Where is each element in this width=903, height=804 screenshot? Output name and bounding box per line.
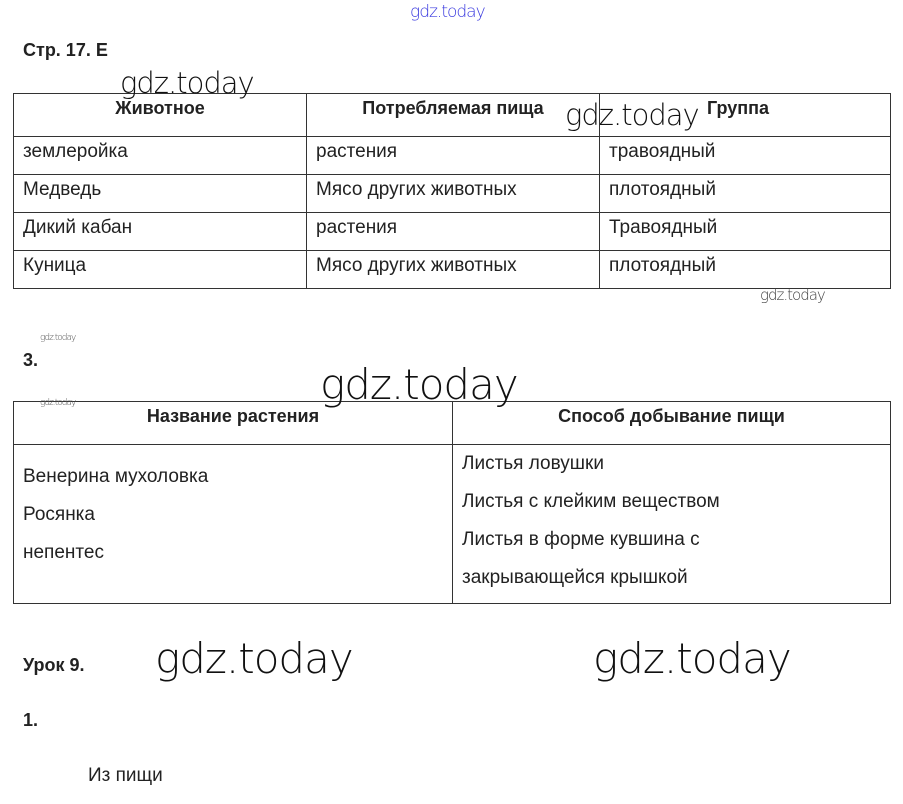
method: Листья ловушки	[462, 453, 604, 474]
cell: Дикий кабан	[14, 213, 307, 251]
header-group: Группа	[600, 94, 891, 137]
task-number-1: 1.	[23, 710, 39, 730]
watermark: gdz.today	[40, 333, 76, 343]
plants-cell	[14, 445, 453, 604]
cell: землеройка	[14, 137, 307, 175]
answer-text: Из пищи	[88, 765, 163, 786]
method: закрывающейся крышкой	[462, 567, 688, 588]
header-plant: Название растения	[14, 402, 453, 445]
watermark: gdz.today	[565, 98, 699, 132]
cell: Медведь	[14, 175, 307, 213]
cell: Мясо других животных	[307, 251, 600, 289]
table-row	[14, 137, 891, 175]
plant: Росянка	[23, 504, 95, 525]
watermark: gdz.today	[320, 360, 518, 409]
cell: плотоядный	[600, 251, 891, 289]
cell: Мясо других животных	[307, 175, 600, 213]
page-heading: Стр. 17. Е	[23, 40, 108, 60]
watermark: gdz.today	[593, 634, 791, 683]
task-number-3: 3.	[23, 350, 39, 370]
table-row	[14, 251, 891, 289]
cell: травоядный	[600, 137, 891, 175]
header-method: Способ добывание пищи	[453, 402, 891, 445]
plant: непентес	[23, 542, 104, 563]
cell: плотоядный	[600, 175, 891, 213]
lesson-heading: Урок 9.	[23, 655, 85, 675]
cell: растения	[307, 137, 600, 175]
animals-table	[13, 93, 891, 289]
table-row	[14, 445, 891, 604]
cell: Травоядный	[600, 213, 891, 251]
method: Листья с клейким веществом	[462, 491, 720, 512]
plant: Венерина мухоловка	[23, 466, 209, 487]
watermark: gdz.today	[120, 66, 254, 100]
methods-cell	[453, 445, 891, 604]
cell: растения	[307, 213, 600, 251]
header-animal: Животное	[14, 94, 307, 137]
header-food: Потребляемая пища	[307, 94, 600, 137]
watermark: gdz.today	[40, 398, 76, 408]
watermark: gdz.today	[760, 286, 825, 304]
table-row	[14, 175, 891, 213]
watermark: gdz.today	[155, 634, 353, 683]
cell: Куница	[14, 251, 307, 289]
table-row	[14, 213, 891, 251]
method: Листья в форме кувшина с	[462, 529, 700, 550]
watermark: gdz.today	[410, 2, 485, 22]
plants-table	[13, 401, 891, 604]
